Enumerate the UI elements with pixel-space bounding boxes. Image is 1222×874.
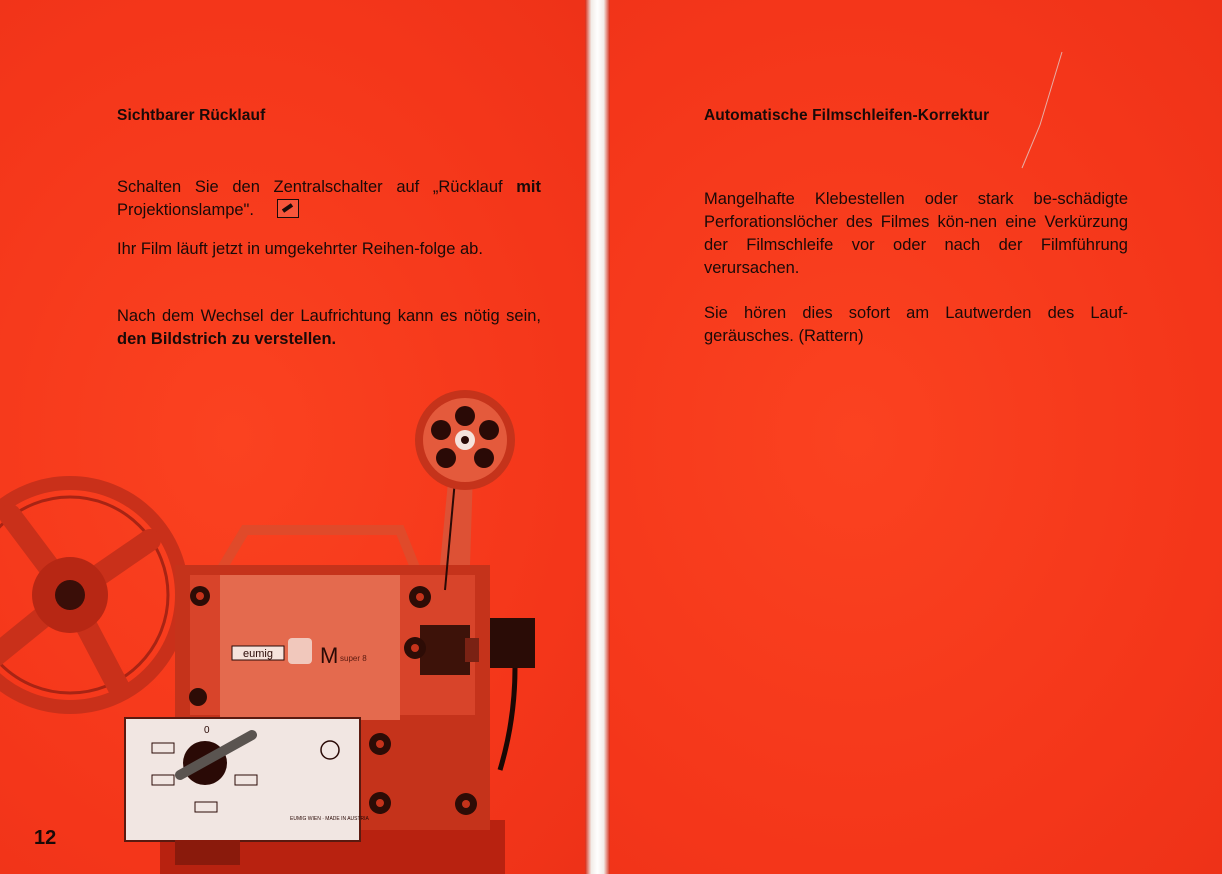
left-paragraph-3 <box>117 305 541 351</box>
left-paragraph-2: Ihr Film läuft jetzt in umgekehrter Reihen-folge ab. <box>117 240 483 258</box>
right-heading: Automatische Filmschleifen-Korrektur <box>704 107 990 124</box>
para3-bold: den Bildstrich zu verstellen. <box>117 330 337 348</box>
feed-reel-icon <box>0 483 182 707</box>
right-paragraph-1: Mangelhafte Klebestellen oder stark be-schädigte Perforationslöcher des Filmes kön-nen eine Verkürzung der Filmschleife vor oder nach der Filmführung verursachen. <box>704 190 1128 277</box>
model-letter: M <box>320 643 339 668</box>
page-number: 12 <box>34 827 57 849</box>
reverse-lamp-symbol-icon <box>277 199 299 218</box>
para3-text: Nach dem Wechsel der Laufrichtung kann es nötig sein, <box>117 307 541 325</box>
left-page <box>0 0 585 874</box>
right-paragraph-2: Sie hören dies sofort am Lautwerden des Lauf-geräusches. (Rattern) <box>704 304 1128 345</box>
para1-text-start: Schalten Sie den Zentralschalter auf „Rücklauf <box>117 178 503 196</box>
takeup-reel-icon <box>415 390 515 490</box>
left-paragraph-1 <box>117 176 541 222</box>
para1-bold-mit: mit <box>516 178 541 196</box>
panel-maker-text: EUMIG WIEN · MADE IN AUSTRIA <box>290 816 369 822</box>
book-gutter <box>585 0 610 874</box>
right-page <box>610 0 1222 874</box>
brand-label: eumig <box>243 648 273 660</box>
projector-illustration <box>0 390 585 874</box>
panel-zero-label: 0 <box>204 725 210 736</box>
left-heading: Sichtbarer Rücklauf <box>117 107 266 124</box>
paper-scratch-mark <box>1000 50 1070 170</box>
model-suffix: super 8 <box>340 654 367 663</box>
para1-text-end: Projektionslampe". <box>117 201 255 219</box>
